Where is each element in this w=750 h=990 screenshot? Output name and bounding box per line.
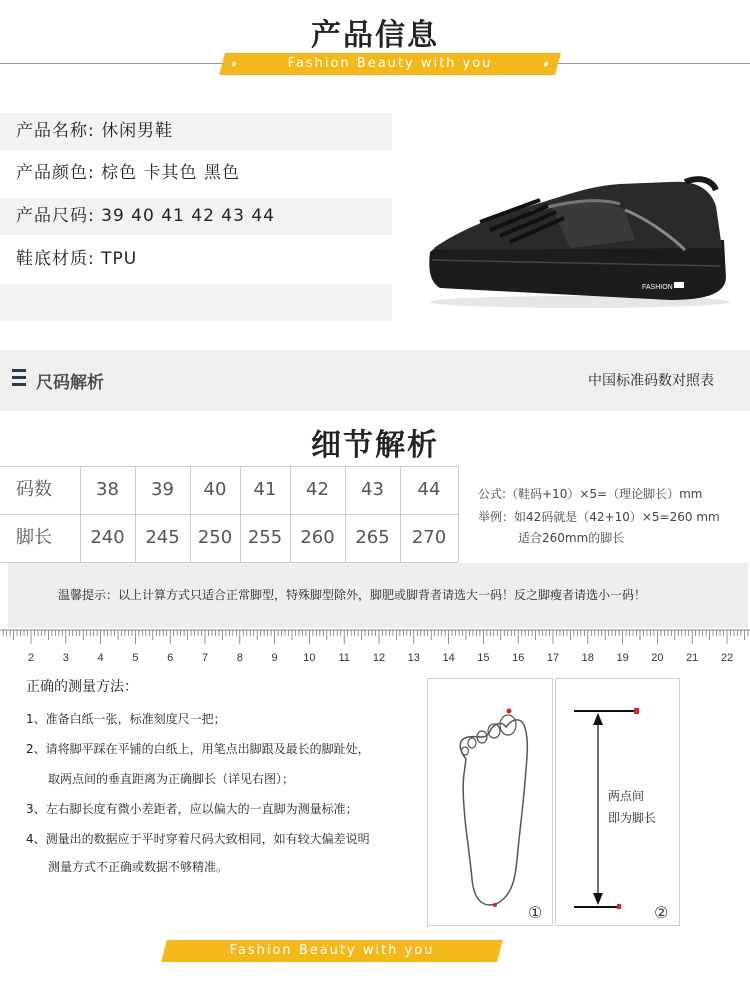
ruler-label: 15: [477, 652, 490, 664]
formula-example: 举例：如42码就是（42+10）×5=260 mm: [478, 510, 720, 524]
size-section-title: 尺码解析: [36, 373, 104, 393]
diagram-number-1: ①: [528, 903, 543, 922]
info-label: 产品名称:: [16, 121, 95, 141]
diagram-label-2: 即为脚长: [608, 811, 657, 825]
length-cell: 270: [411, 527, 447, 548]
formula-line: 公式:（鞋码+10）×5=（理论脚长）mm: [478, 487, 703, 501]
formula-note: 适合260mm的脚长: [518, 531, 625, 545]
header-banner-text: Fashion Beauty with you: [287, 56, 493, 71]
foot-outline-icon: [428, 679, 552, 925]
measure-diagram: [555, 678, 680, 926]
info-row-empty: [0, 284, 392, 321]
ruler-label: 12: [372, 652, 386, 664]
ruler-label: 4: [97, 652, 104, 664]
size-cell: 39: [151, 479, 174, 500]
size-cell: 41: [253, 479, 277, 500]
ruler-label: 9: [271, 652, 278, 664]
info-value: 39 40 41 42 43 44: [101, 206, 275, 226]
ruler-label: 22: [720, 652, 734, 664]
shoe-image: [420, 170, 735, 310]
ruler-label: 14: [442, 652, 455, 664]
info-value: 棕色 卡其色 黑色: [101, 163, 240, 183]
ruler-label: 17: [546, 652, 560, 664]
diagram-number-2: ②: [654, 903, 669, 922]
size-cell: 43: [361, 479, 384, 500]
length-cell: 245: [145, 527, 180, 548]
ruler-label: 5: [132, 652, 139, 664]
ruler-label: 16: [512, 652, 525, 664]
diagram-label-1: 两点间: [608, 789, 645, 803]
info-label: 鞋底材质:: [16, 249, 95, 269]
info-row-size: [0, 198, 392, 235]
info-value: 休闲男鞋: [101, 121, 174, 141]
method-step: 2、请将脚平踩在平铺的白纸上，用笔点出脚跟及最长的脚趾处，: [26, 742, 370, 756]
ruler-label: 2: [27, 652, 35, 664]
method-title: 正确的测量方法：: [26, 679, 138, 695]
size-cell: 40: [203, 479, 227, 500]
footer-banner: [161, 940, 503, 962]
ruler-label: 19: [616, 652, 629, 664]
length-cell: 265: [355, 527, 390, 548]
ruler-label: 11: [338, 652, 350, 664]
info-row-name: [0, 113, 392, 150]
ruler-label: 21: [686, 652, 699, 664]
size-chart-caption: 中国标准码数对照表: [588, 373, 714, 389]
row-label-size: 码数: [16, 479, 52, 500]
size-cell: 42: [306, 479, 329, 500]
size-cell: 38: [96, 479, 119, 500]
ruler-label: 7: [201, 652, 209, 664]
ruler-label: 10: [303, 652, 316, 664]
length-cell: 250: [197, 527, 233, 548]
ruler-label: 3: [62, 652, 69, 664]
length-cell: 255: [247, 527, 283, 548]
ruler-image: [0, 628, 750, 668]
footer-banner-text: Fashion Beauty with you: [229, 943, 435, 958]
info-row-color: [0, 155, 392, 192]
method-step: 3、左右脚长度有微小差距者，应以偏大的一直脚为测量标准；: [26, 802, 358, 816]
method-step: 4、测量出的数据应于平时穿着尺码大致相同，如有较大偏差说明: [26, 832, 370, 846]
info-label: 产品颜色:: [16, 163, 95, 183]
shoe-brand-label: FASHION: [642, 284, 673, 291]
info-label: 产品尺码:: [16, 206, 95, 226]
ruler-label: 13: [407, 652, 420, 664]
tip-text: 温馨提示：以上计算方式只适合正常脚型，特殊脚型除外，脚肥或脚背者请选大一码！反之脚瘦者请选小一码！: [58, 588, 647, 602]
header-banner: [219, 53, 561, 75]
page-title: 产品信息: [311, 18, 439, 53]
length-cell: 260: [300, 527, 335, 548]
menu-icon: [12, 369, 26, 387]
size-cell: 44: [417, 479, 441, 500]
info-row-sole: [0, 241, 392, 278]
row-label-length: 脚长: [16, 527, 52, 548]
foot-diagram: [427, 678, 553, 926]
length-cell: 240: [90, 527, 125, 548]
method-step: 测量方式不正确或数据不够精准。: [48, 860, 229, 874]
ruler-label: 20: [651, 652, 664, 664]
info-value: TPU: [101, 249, 138, 269]
method-step: 1、准备白纸一张，标准刻度尺一把；: [26, 712, 226, 726]
method-step: 取两点间的垂直距离为正确脚长（详见右图）；: [48, 772, 295, 786]
ruler-label: 8: [236, 652, 243, 664]
detail-title: 细节解析: [311, 428, 439, 463]
ruler-label: 18: [581, 652, 594, 664]
ruler-label: 6: [167, 652, 174, 664]
